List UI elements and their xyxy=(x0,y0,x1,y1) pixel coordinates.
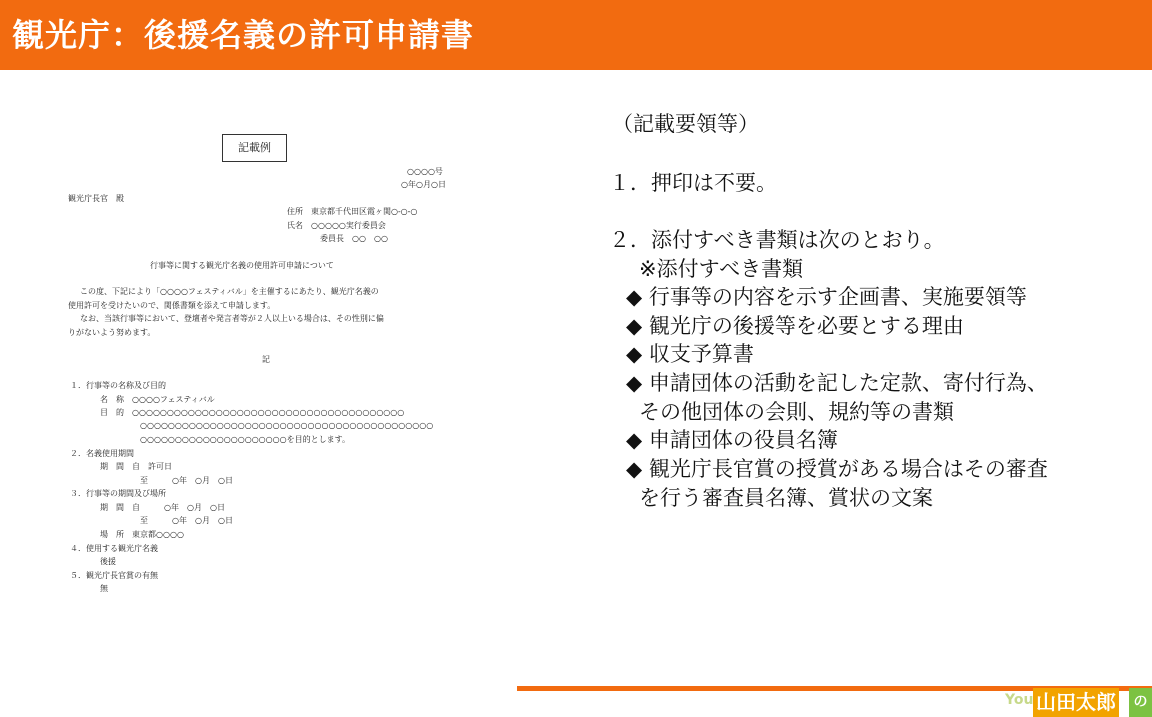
sample-label: 記載例 xyxy=(222,134,287,162)
page-title: 観光庁：後援名義の許可申請書 xyxy=(12,16,475,54)
doc-item-line: 場 所 東京都○○○○ xyxy=(100,530,184,539)
doc-item-line: 目 的 ○○○○○○○○○○○○○○○○○○○○○○○○○○○○○○○○○○○○○○○ xyxy=(100,408,405,417)
logo-suffix: の xyxy=(1129,688,1152,717)
guideline-bullet-cont: その他団体の会則、規約等の書類 xyxy=(639,400,954,424)
doc-item-line: 名 称 ○○○○フェスティバル xyxy=(100,395,215,404)
doc-ki: 記 xyxy=(262,355,270,364)
doc-item-line: 至 ○年 ○月 ○日 xyxy=(140,476,233,485)
logo-prefix: You xyxy=(1005,692,1034,708)
doc-item-line: 期 間 自 許可日 xyxy=(100,462,172,471)
doc-date: ○年○月○日 xyxy=(401,180,446,189)
channel-logo xyxy=(1005,688,1152,717)
doc-item-title: ３．行事等の期間及び場所 xyxy=(70,489,166,498)
guideline-bullet: ◆ 収支予算書 xyxy=(626,342,754,366)
guideline-bullet: ◆ 行事等の内容を示す企画書、実施要領等 xyxy=(626,285,1027,309)
guideline-point: ２．添付すべき書類は次のとおり。 xyxy=(609,228,945,252)
doc-item-title: １．行事等の名称及び目的 xyxy=(70,381,166,390)
doc-item-line: 期 間 自 ○年 ○月 ○日 xyxy=(100,503,225,512)
doc-subject: 行事等に関する観光庁名義の使用許可申請について xyxy=(150,261,334,270)
doc-item-line: 後援 xyxy=(100,557,116,566)
guideline-bullet: ◆ 観光庁の後援等を必要とする理由 xyxy=(626,314,964,338)
guideline-bullet: ◆ 申請団体の活動を記した定款、寄付行為、 xyxy=(626,371,1048,395)
doc-item-title: ４．使用する観光庁名義 xyxy=(70,544,158,553)
doc-body-line: りがないよう努めます。 xyxy=(68,328,156,337)
guideline-point: １．押印は不要。 xyxy=(609,171,777,195)
doc-item-line: 至 ○年 ○月 ○日 xyxy=(140,516,233,525)
guideline-note: ※添付すべき書類 xyxy=(639,257,804,281)
doc-body-line: この度、下記により「○○○○フェスティバル」を主催するにあたり、観光庁名義の xyxy=(80,287,379,296)
doc-addressee: 観光庁長官 殿 xyxy=(68,194,124,203)
guidelines-heading: （記載要領等） xyxy=(612,112,759,136)
doc-body-line: 使用許可を受けたいので、関係書類を添えて申請します。 xyxy=(68,301,276,310)
doc-applicant-name: 氏名 ○○○○○実行委員会 xyxy=(287,221,386,230)
doc-item-line: 無 xyxy=(100,584,108,593)
guideline-bullet: ◆ 申請団体の役員名簿 xyxy=(626,428,838,452)
guideline-bullet-cont: を行う審査員名簿、賞状の文案 xyxy=(639,486,933,510)
guideline-bullet: ◆ 観光庁長官賞の授賞がある場合はその審査 xyxy=(626,457,1048,481)
doc-number: ○○○○号 xyxy=(407,167,443,176)
logo-name: 山田太郎 xyxy=(1033,688,1119,717)
doc-address: 住所 東京都千代田区霞ヶ関○-○-○ xyxy=(287,207,418,216)
doc-chair: 委員長 ○○ ○○ xyxy=(320,234,388,243)
doc-item-title: ２．名義使用期間 xyxy=(70,449,134,458)
doc-item-line: ○○○○○○○○○○○○○○○○○○○○○を目的とします。 xyxy=(140,435,350,444)
doc-item-line: ○○○○○○○○○○○○○○○○○○○○○○○○○○○○○○○○○○○○○○○○○○ xyxy=(140,421,434,430)
doc-body-line: なお、当該行事等において、登壇者や発言者等が２人以上いる場合は、その性別に偏 xyxy=(80,314,384,323)
doc-item-title: ５．観光庁長官賞の有無 xyxy=(70,571,158,580)
